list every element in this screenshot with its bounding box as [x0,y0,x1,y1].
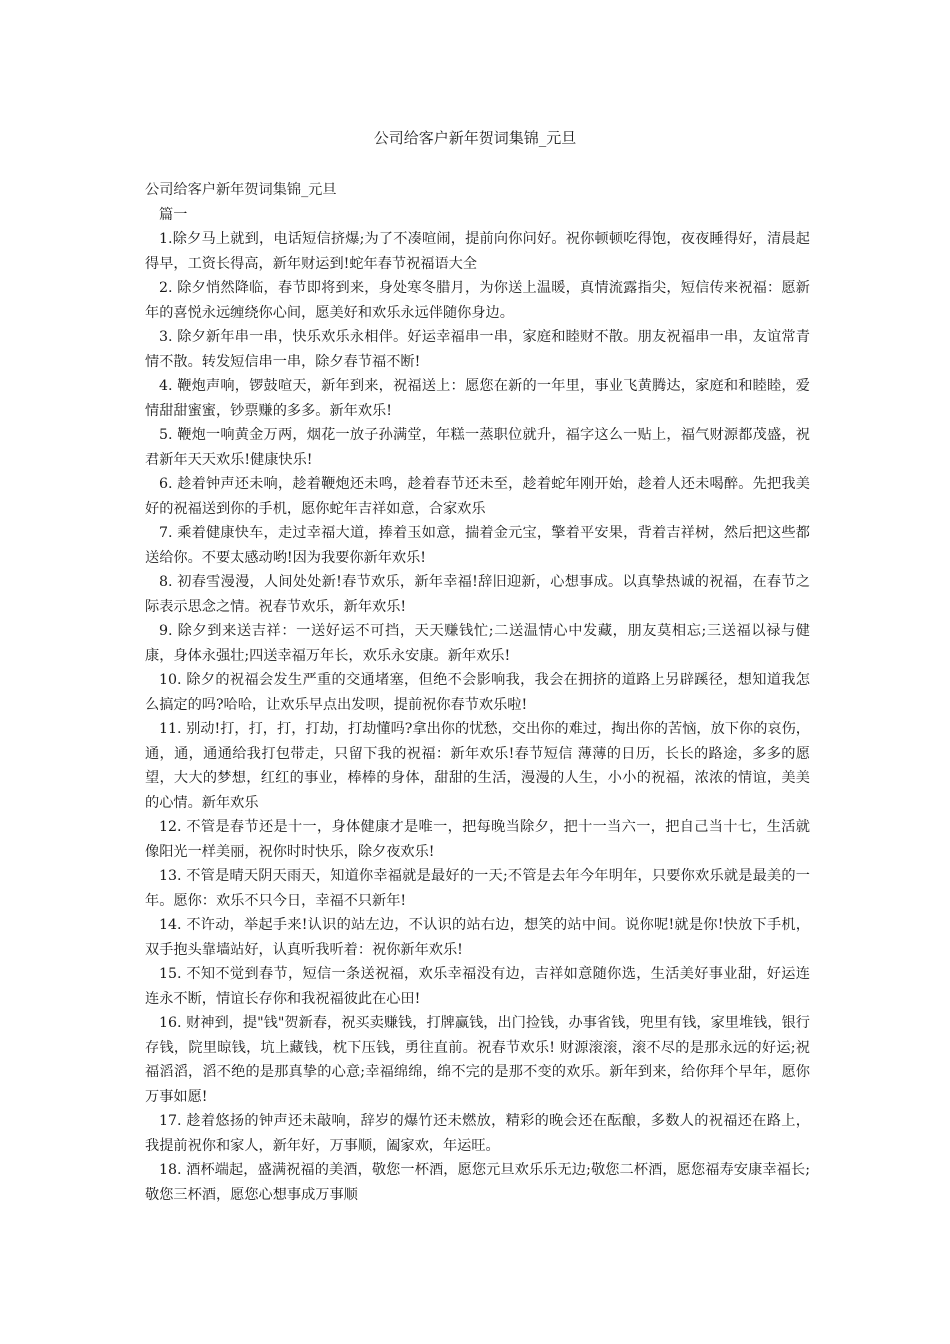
paragraph-16: 16. 财神到，提"钱"贺新春，祝买卖赚钱，打牌赢钱，出门捡钱，办事省钱，兜里有钱，家里堆钱，银行存钱，院里晾钱，坑上藏钱，枕下压钱，勇往直前。祝春节欢乐! 财源滚滚，滚不尽的是那永远的好运;祝福滔滔，滔不绝的是那真挚的心意;幸福绵绵，绵不完的是那不变的欢乐。新年到来，给你拜个早年，愿你万事如愿! [145,1015,810,1105]
paragraph-12: 12. 不管是春节还是十一，身体健康才是唯一，把每晚当除夕，把十一当六一，把自己当十七，生活就像阳光一样美丽，祝你时时快乐，除夕夜欢乐! [145,819,810,860]
paragraph-2: 2. 除夕悄然降临，春节即将到来，身处寒冬腊月，为你送上温暖，真情流露指尖，短信传来祝福：愿新年的喜悦永远缠绕你心间，愿美好和欢乐永远伴随你身边。 [145,280,810,321]
paragraph-11: 11. 别动!打，打，打，打劫，打劫懂吗?拿出你的忧愁，交出你的难过，掏出你的苦恼，放下你的哀伤，通，通，通通给我打包带走，只留下我的祝福：新年欢乐!春节短信 薄薄的日历，长长的路途，多多的愿望，大大的梦想，红红的事业，棒棒的身体，甜甜的生活，漫漫的人生，小小的祝福，浓浓的情谊，美美的心情。新年欢乐 [145,721,810,811]
paragraph-5: 5. 鞭炮一响黄金万两，烟花一放子孙满堂，年糕一蒸职位就升，福字这么一贴上，福气财源都茂盛，祝君新年天天欢乐!健康快乐! [145,427,810,468]
paragraph-10: 10. 除夕的祝福会发生严重的交通堵塞，但绝不会影响我，我会在拥挤的道路上另辟蹊径，想知道我怎么搞定的吗?哈哈，让欢乐早点出发呗，提前祝你春节欢乐啦! [145,672,810,713]
paragraph-13: 13. 不管是晴天阴天雨天，知道你幸福就是最好的一天;不管是去年今年明年，只要你欢乐就是最美的一年。愿你：欢乐不只今日，幸福不只新年! [145,868,810,909]
document-title: 公司给客户新年贺词集锦_元旦 [373,129,577,147]
paragraph-8: 8. 初春雪漫漫，人间处处新!春节欢乐，新年幸福!辞旧迎新，心想事成。以真挚热诚的祝福，在春节之际表示思念之情。祝春节欢乐，新年欢乐! [145,574,810,615]
paragraph-15: 15. 不知不觉到春节，短信一条送祝福，欢乐幸福没有边，吉祥如意随你选，生活美好事业甜，好运连连永不断，情谊长存你和我祝福彼此在心田! [145,966,810,1007]
paragraph-14: 14. 不许动，举起手来!认识的站左边，不认识的站右边，想笑的站中间。说你呢!就是你!快放下手机，双手抱头靠墙站好，认真听我听着：祝你新年欢乐! [145,917,810,958]
body-heading: 公司给客户新年贺词集锦_元旦 [145,182,337,198]
paragraph-1: 1.除夕马上就到，电话短信挤爆;为了不凑喧闹，提前向你问好。祝你顿顿吃得饱，夜夜睡得好，清晨起得早，工资长得高，新年财运到!蛇年春节祝福语大全 [145,231,810,272]
paragraph-6: 6. 趁着钟声还未响，趁着鞭炮还未鸣，趁着春节还未至，趁着蛇年刚开始，趁着人还未喝醉。先把我美好的祝福送到你的手机，愿你蛇年吉祥如意，合家欢乐 [145,476,810,517]
paragraph-7: 7. 乘着健康快车，走过幸福大道，捧着玉如意，揣着金元宝，擎着平安果，背着吉祥树，然后把这些都送给你。不要太感动哟!因为我要你新年欢乐! [145,525,810,566]
paragraph-4: 4. 鞭炮声响，锣鼓喧天，新年到来，祝福送上：愿您在新的一年里，事业飞黄腾达，家庭和和睦睦，爱情甜甜蜜蜜，钞票赚的多多。新年欢乐! [145,378,810,419]
paragraph-9: 9. 除夕到来送吉祥：一送好运不可挡，天天赚钱忙;二送温情心中发藏，朋友莫相忘;三送福以禄与健康，身体永强壮;四送幸福万年长，欢乐永安康。新年欢乐! [145,623,810,664]
document-body [145,178,810,1207]
paragraph-3: 3. 除夕新年串一串，快乐欢乐永相伴。好运幸福串一串，家庭和睦财不散。朋友祝福串一串，友谊常青情不散。转发短信串一串，除夕春节福不断! [145,329,810,370]
paragraph-18: 18. 酒杯端起，盛满祝福的美酒，敬您一杯酒，愿您元旦欢乐乐无边;敬您二杯酒，愿您福寿安康幸福长;敬您三杯酒，愿您心想事成万事顺 [145,1162,810,1203]
paragraph-17: 17. 趁着悠扬的钟声还未敲响，辞岁的爆竹还未燃放，精彩的晚会还在酝酿，多数人的祝福还在路上，我提前祝你和家人，新年好，万事顺，阖家欢，年运旺。 [145,1113,810,1154]
section-label: 篇一 [159,206,188,223]
